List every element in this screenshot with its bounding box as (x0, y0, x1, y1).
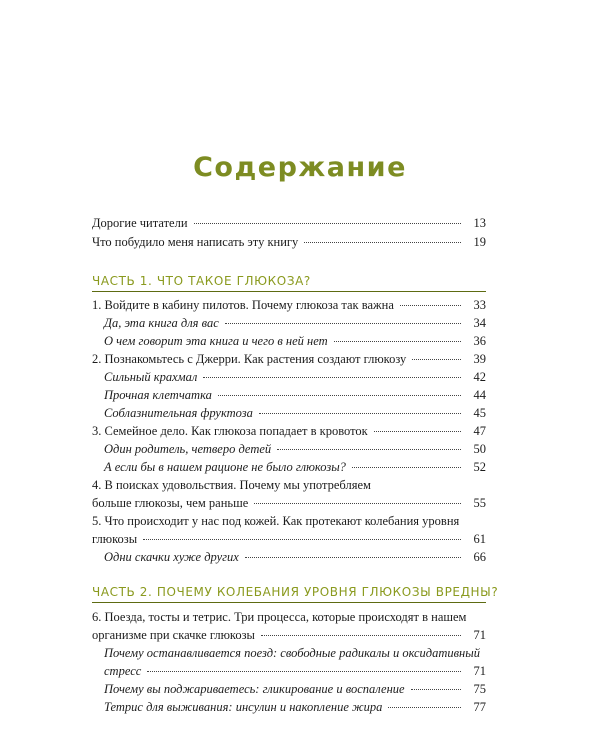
toc-chapter[interactable] (92, 296, 486, 314)
toc-section[interactable] (104, 386, 486, 404)
toc-entry-title: 3. Семейное дело. Как глюкоза попадает в кровоток (92, 424, 368, 438)
dot-leader (147, 671, 461, 672)
part-heading: ЧАСТЬ 2. ПОЧЕМУ КОЛЕБАНИЯ УРОВНЯ ГЛЮКОЗЫ ВРЕДНЫ? (92, 585, 499, 599)
toc-page-number: 13 (473, 216, 486, 230)
dot-leader (334, 341, 461, 342)
dot-leader (225, 323, 461, 324)
toc-entry-title: А если бы в нашем рационе не было глюкозы? (104, 460, 346, 474)
dot-leader (388, 707, 461, 708)
toc-page-number: 50 (473, 442, 486, 456)
dot-leader (304, 242, 461, 243)
toc-page-number: 34 (473, 316, 486, 330)
dot-leader (254, 503, 461, 504)
dot-leader (245, 557, 461, 558)
toc-page-number: 71 (473, 664, 486, 678)
part-heading: ЧАСТЬ 1. ЧТО ТАКОЕ ГЛЮКОЗА? (92, 274, 311, 288)
dot-leader (261, 635, 461, 636)
part-divider (92, 291, 486, 292)
toc-section[interactable] (104, 332, 486, 350)
toc-entry-title: Одни скачки хуже других (104, 550, 239, 564)
toc-chapter[interactable] (92, 350, 486, 368)
dot-leader (374, 431, 461, 432)
toc-page-number: 36 (473, 334, 486, 348)
toc-entry-title-line1[interactable]: Почему останавливается поезд: свободные радикалы и оксидативный (104, 646, 480, 660)
toc-section[interactable] (104, 458, 486, 476)
toc-section[interactable] (104, 404, 486, 422)
dot-leader (259, 413, 461, 414)
toc-page-number: 55 (473, 496, 486, 510)
toc-chapter[interactable] (92, 530, 486, 548)
toc-entry-title: О чем говорит эта книга и чего в ней нет (104, 334, 328, 348)
toc-section[interactable] (104, 680, 486, 698)
toc-page-number: 47 (473, 424, 486, 438)
toc-entry-title: организме при скачке глюкозы (92, 628, 255, 642)
dot-leader (194, 223, 461, 224)
dot-leader (411, 689, 461, 690)
toc-section[interactable] (104, 368, 486, 386)
toc-entry[interactable] (92, 233, 486, 251)
dot-leader (412, 359, 461, 360)
toc-chapter[interactable] (92, 494, 486, 512)
toc-chapter[interactable] (92, 422, 486, 440)
toc-entry-title: Один родитель, четверо детей (104, 442, 272, 456)
dot-leader (352, 467, 461, 468)
toc-entry-title: 2. Познакомьтесь с Джерри. Как растения создают глюкозу (92, 352, 407, 366)
toc-page-number: 71 (473, 628, 486, 642)
toc-page-number: 44 (473, 388, 486, 402)
toc-entry-title: глюкозы (92, 532, 138, 546)
toc-chapter[interactable] (92, 626, 486, 644)
dot-leader (218, 395, 461, 396)
toc-page-number: 39 (473, 352, 486, 366)
toc-section[interactable] (104, 314, 486, 332)
toc-section[interactable] (104, 440, 486, 458)
part-divider (92, 602, 486, 603)
toc-entry-title-line1[interactable]: 5. Что происходит у нас под кожей. Как протекают колебания уровня (92, 514, 460, 528)
toc-page-number: 19 (473, 235, 486, 249)
toc-entry[interactable] (92, 214, 486, 232)
toc-entry-title: Соблазнительная фруктоза (104, 406, 253, 420)
toc-entry-title: Прочная клетчатка (104, 388, 212, 402)
toc-page-number: 61 (473, 532, 486, 546)
toc-section[interactable] (104, 662, 486, 680)
toc-entry-title: Почему вы поджариваетесь: гликирование и воспаление (104, 682, 405, 696)
toc-page-number: 52 (473, 460, 486, 474)
toc-page-number: 75 (473, 682, 486, 696)
toc-entry-title: Да, эта книга для вас (104, 316, 219, 330)
toc-page-number: 45 (473, 406, 486, 420)
toc-entry-title: стресс (104, 664, 142, 678)
toc-entry-title: Сильный крахмал (104, 370, 198, 384)
page-title: Содержание (193, 152, 407, 183)
toc-section[interactable] (104, 698, 486, 716)
dot-leader (143, 539, 461, 540)
toc-page-number: 42 (473, 370, 486, 384)
toc-section[interactable] (104, 548, 486, 566)
toc-entry-title: больше глюкозы, чем раньше (92, 496, 249, 510)
dot-leader (277, 449, 461, 450)
toc-page-number: 66 (473, 550, 486, 564)
toc-page-number: 33 (473, 298, 486, 312)
toc-page-number: 77 (473, 700, 486, 714)
dot-leader (203, 377, 461, 378)
toc-entry-title-line1[interactable]: 6. Поезда, тосты и тетрис. Три процесса, которые происходят в нашем (92, 610, 467, 624)
dot-leader (400, 305, 461, 306)
toc-entry-title: Что побудило меня написать эту книгу (92, 235, 299, 249)
toc-entry-title: Тетрис для выживания: инсулин и накопление жира (104, 700, 383, 714)
toc-entry-title: Дорогие читатели (92, 216, 188, 230)
toc-entry-title: 1. Войдите в кабину пилотов. Почему глюкоза так важна (92, 298, 394, 312)
toc-entry-title-line1[interactable]: 4. В поисках удовольствия. Почему мы употребляем (92, 478, 371, 492)
